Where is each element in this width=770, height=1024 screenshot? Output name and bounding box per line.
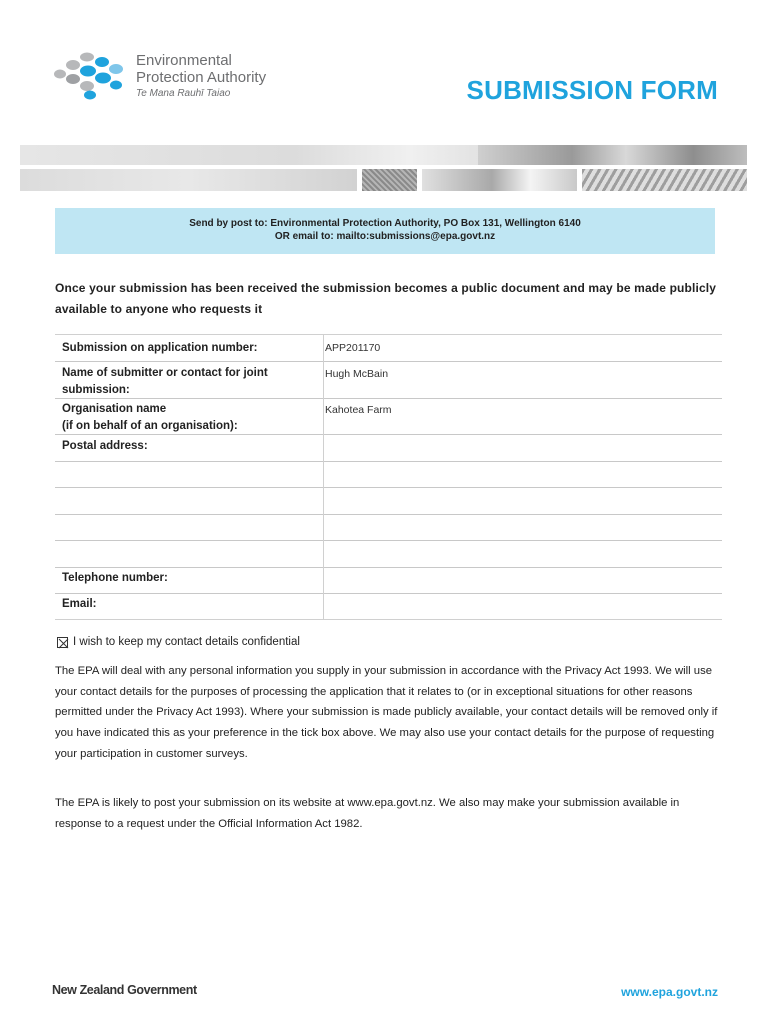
organisation-label-line2: (if on behalf of an organisation): — [62, 420, 238, 432]
table-divider — [55, 487, 722, 488]
logo-text-line2: Protection Authority — [136, 69, 267, 86]
application-number-label: Submission on application number: — [62, 342, 258, 354]
table-divider — [55, 514, 722, 515]
submitter-details-table — [55, 334, 722, 620]
table-divider — [55, 461, 722, 462]
header-photo-strip — [20, 145, 747, 191]
table-column-divider — [323, 334, 324, 620]
epa-logo — [52, 52, 302, 102]
organisation-label-line1: Organisation name — [62, 403, 167, 415]
privacy-paragraph: The EPA will deal with any personal information you supply in your submission in accordance with the Privacy Act 1993. We will use your contact details for the purposes of processing the application that it relates to (or in exceptional situations for other reasons permitted under the Privacy Act 1993). Where your submission is made publicly available, your contact details will be removed only if you have indicated this as your preference in the tick box above. We may also use your contact details for the purpose of requesting your participation in customer surveys. — [55, 665, 718, 760]
logo-text-line1: Environmental — [136, 52, 232, 69]
table-divider — [55, 619, 722, 620]
telephone-label: Telephone number: — [62, 572, 168, 584]
postal-address-label: Postal address: — [62, 440, 148, 452]
application-number-field[interactable]: APP201170 — [325, 342, 381, 354]
table-divider — [55, 593, 722, 594]
confidential-label: I wish to keep my contact details confidential — [73, 636, 300, 648]
epa-logo-icon — [52, 52, 132, 102]
epa-website-link[interactable]: www.epa.govt.nz — [621, 985, 718, 999]
table-divider — [55, 361, 722, 362]
submitter-name-label: Name of submitter or contact for joint submission: — [62, 367, 268, 396]
organisation-field[interactable]: Kahotea Farm — [325, 404, 392, 416]
table-divider — [55, 334, 722, 335]
email-address-line: OR email to: mailto:submissions@epa.govt.nz — [274, 231, 496, 242]
public-document-notice: Once your submission has been received the submission becomes a public document and may be made publicly available to anyone who requests it — [55, 281, 717, 316]
confidential-checkbox[interactable] — [57, 637, 68, 648]
form-title: SUBMISSION FORM — [466, 75, 718, 105]
submission-instructions-box — [55, 208, 715, 254]
table-divider — [55, 567, 722, 568]
nz-government-logo: New Zealand Government — [52, 983, 197, 997]
confidential-option[interactable] — [57, 636, 300, 648]
organisation-label — [62, 401, 238, 435]
logo-text-maori: Te Mana Rauhī Taiao — [136, 88, 231, 99]
table-divider — [55, 540, 722, 541]
submitter-name-field[interactable]: Hugh McBain — [325, 368, 389, 380]
checkbox-cross-icon — [58, 638, 69, 649]
post-address-line: Send by post to: Environmental Protection Authority, PO Box 131, Wellington 6140 — [189, 218, 581, 229]
email-label: Email: — [62, 598, 97, 610]
website-paragraph: The EPA is likely to post your submission on its website at www.epa.govt.nz. We also may make your submission available in response to a request under the Official Information Act 1982. — [55, 797, 680, 830]
